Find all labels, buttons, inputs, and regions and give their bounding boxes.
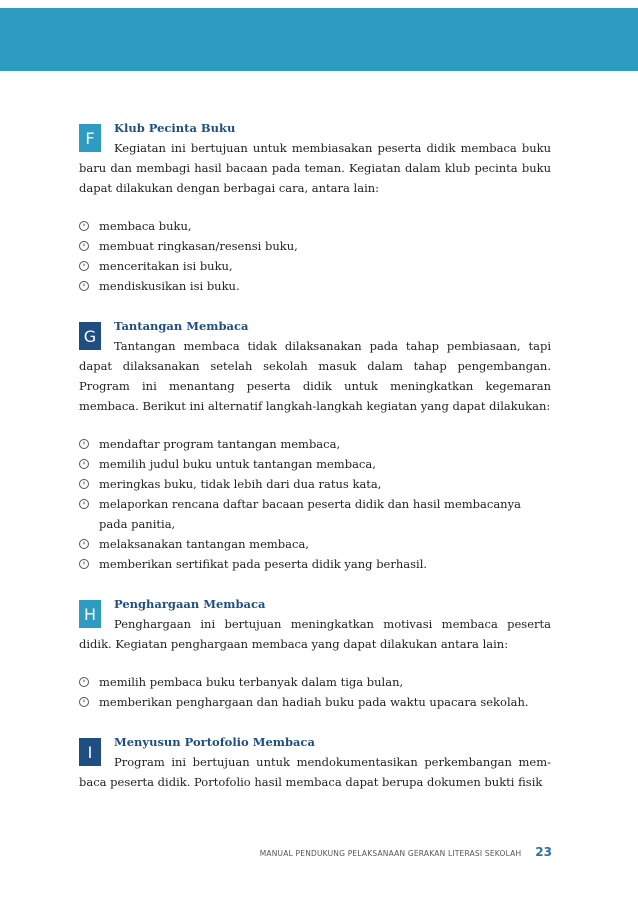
list-item: › mendiskusikan isi buku. [79,276,551,296]
list-item: › memberikan penghargaan dan hadiah buku pada waktu upacara sekolah. [79,692,551,712]
arrow-circle-icon: › [79,697,89,707]
section-title: Tantangan Membaca [114,319,249,333]
list-item: › melaporkan rencana daftar bacaan peserta didik dan hasil membacanya pada panitia, [79,494,551,534]
section-letter-badge: H [79,600,101,628]
list-item: › membaca buku, [79,216,551,236]
list-item: › menceritakan isi buku, [79,256,551,276]
section-h [79,594,551,712]
section-title: Penghargaan Membaca [114,597,266,611]
arrow-circle-icon: › [79,479,89,489]
section-letter-badge: G [79,322,101,350]
list-item: › meringkas buku, tidak lebih dari dua ratus kata, [79,474,551,494]
arrow-circle-icon: › [79,439,89,449]
section-paragraph: Program ini bertujuan untuk mendokumentasikan perkembangan mem-baca peserta didik. Portofolio hasil membaca dapat berupa dokumen bukti fisik [79,755,551,789]
section-title: Menyusun Portofolio Membaca [114,735,315,749]
section-title: Klub Pecinta Buku [114,121,236,135]
list-item: › membuat ringkasan/resensi buku, [79,236,551,256]
section-paragraph: Penghargaan ini bertujuan meningkatkan motivasi membaca peserta didik. Kegiatan penghargaan membaca yang dapat dilakukan antara lain: [79,617,551,651]
list-item: › memberikan sertifikat pada peserta didik yang berhasil. [79,554,551,574]
list-item: › mendaftar program tantangan membaca, [79,434,551,454]
arrow-circle-icon: › [79,677,89,687]
arrow-circle-icon: › [79,559,89,569]
section-letter-badge: I [79,738,101,766]
list-item: › memilih pembaca buku terbanyak dalam tiga bulan, [79,672,551,692]
footer-title: MANUAL PENDUKUNG PELAKSANAAN GERAKAN LITERASI SEKOLAH [259,849,522,858]
list-item: › memilih judul buku untuk tantangan membaca, [79,454,551,474]
bullet-list [79,434,551,574]
section-letter-badge: F [79,124,101,152]
page-footer [260,845,552,859]
arrow-circle-icon: › [79,539,89,549]
section-f [79,118,551,296]
section-paragraph: Tantangan membaca tidak dilaksanakan pada tahap pembiasaan, tapi dapat dilaksanakan setelah sekolah masuk dalam tahap pengembangan. Program ini menantang peserta didik untuk meningkatkan kegemaran membaca. Berikut ini alternatif langkah-langkah kegiatan yang dapat dilakukan: [79,339,551,413]
bullet-list [79,672,551,712]
arrow-circle-icon: › [79,281,89,291]
page-content [79,118,551,792]
arrow-circle-icon: › [79,241,89,251]
list-item: › melaksanakan tantangan membaca, [79,534,551,554]
section-paragraph: Kegiatan ini bertujuan untuk membiasakan peserta didik membaca buku baru dan membagi hasil bacaan pada teman. Kegiatan dalam klub pecinta buku dapat dilakukan dengan berbagai cara, antara lain: [79,141,551,195]
bullet-list [79,216,551,296]
arrow-circle-icon: › [79,221,89,231]
arrow-circle-icon: › [79,459,89,469]
arrow-circle-icon: › [79,261,89,271]
section-g [79,316,551,574]
page-number: 23 [535,845,552,859]
header-band [0,8,638,71]
arrow-circle-icon: › [79,499,89,509]
section-i [79,732,551,792]
